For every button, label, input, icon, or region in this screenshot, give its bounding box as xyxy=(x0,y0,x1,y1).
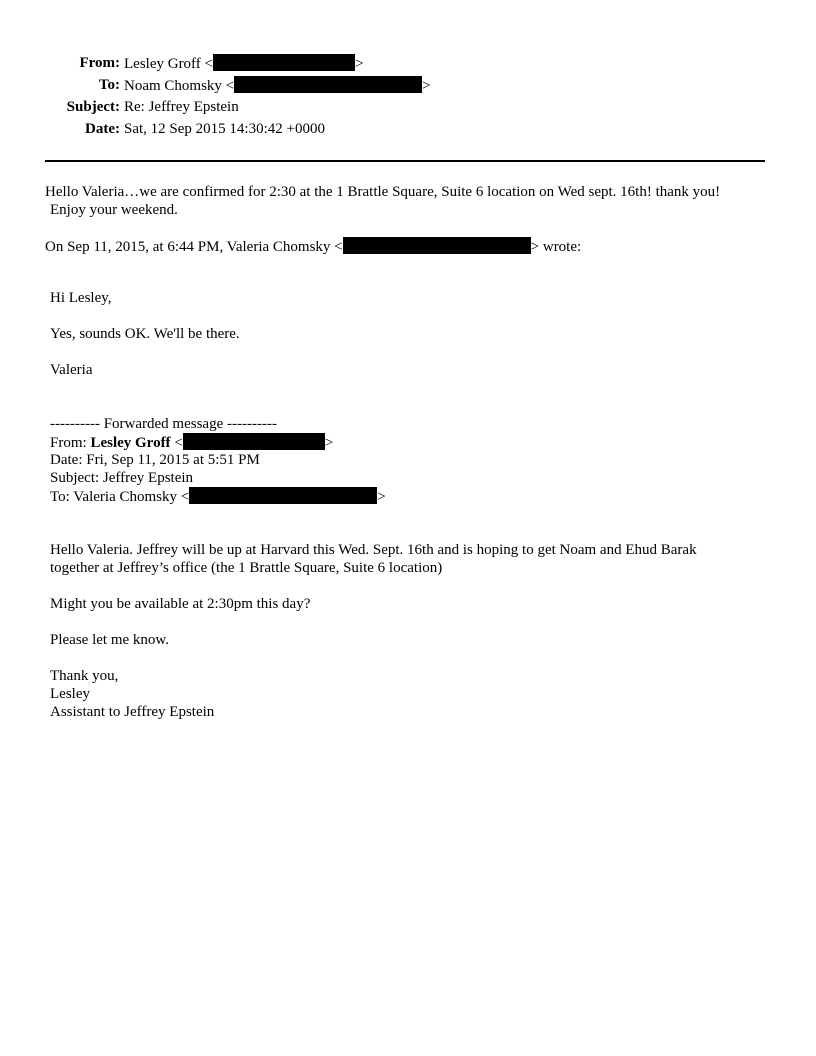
reply-line-1: Hello Valeria…we are confirmed for 2:30 at the 1 Brattle Square, Suite 6 location on Wed sept. 16th! thank you! xyxy=(45,184,721,200)
date-value: Sat, 12 Sep 2015 14:30:42 +0000 xyxy=(124,121,325,137)
quote-intro-wrote: wrote: xyxy=(542,239,582,255)
quote-intro: On Sep 11, 2015, at 6:44 PM, Valeria Chomsky < > wrote: xyxy=(45,239,582,255)
redaction-bar xyxy=(343,237,531,254)
to-label: To: xyxy=(98,77,120,93)
quote-intro-text: On Sep 11, 2015, at 6:44 PM, Valeria Chomsky xyxy=(45,239,331,255)
original-question: Might you be available at 2:30pm this day? xyxy=(50,596,311,612)
original-sign-title: Assistant to Jeffrey Epstein xyxy=(50,704,215,720)
forwarded-subject: Subject: Jeffrey Epstein xyxy=(50,470,194,486)
redaction-bar xyxy=(183,433,325,450)
from-label: From: xyxy=(79,55,120,71)
forwarded-separator: ---------- Forwarded message ---------- xyxy=(50,416,277,432)
from-name: Lesley Groff xyxy=(124,56,201,72)
header-divider xyxy=(45,160,765,162)
reply-line-2: Enjoy your weekend. xyxy=(50,202,178,218)
original-closing: Thank you, xyxy=(50,668,119,684)
quoted-greeting: Hi Lesley, xyxy=(50,290,112,306)
to-name: Noam Chomsky xyxy=(124,78,222,94)
redaction-bar xyxy=(189,487,377,504)
original-request: Please let me know. xyxy=(50,632,169,648)
subject-label: Subject: xyxy=(66,99,120,115)
redaction-bar xyxy=(213,54,355,71)
quoted-signature: Valeria xyxy=(50,362,93,378)
original-sign-name: Lesley xyxy=(50,686,90,702)
forwarded-from-name: Lesley Groff xyxy=(90,435,171,451)
quoted-body: Yes, sounds OK. We'll be there. xyxy=(50,326,240,342)
original-line-2: together at Jeffrey’s office (the 1 Brattle Square, Suite 6 location) xyxy=(50,560,443,576)
redaction-bar xyxy=(234,76,422,93)
from-value: Lesley Groff < > xyxy=(124,56,364,72)
original-line-1: Hello Valeria. Jeffrey will be up at Harvard this Wed. Sept. 16th and is hoping to get Noam and Ehud Barak xyxy=(50,542,697,558)
forwarded-to-prefix: To: Valeria Chomsky xyxy=(50,489,177,505)
forwarded-to: To: Valeria Chomsky < > xyxy=(50,489,386,505)
date-label: Date: xyxy=(85,121,120,137)
forwarded-date: Date: Fri, Sep 11, 2015 at 5:51 PM xyxy=(50,452,260,468)
subject-value: Re: Jeffrey Epstein xyxy=(124,99,239,115)
forwarded-from: From: Lesley Groff < > xyxy=(50,435,334,451)
to-value: Noam Chomsky < > xyxy=(124,78,431,94)
forwarded-from-prefix: From: xyxy=(50,435,87,451)
